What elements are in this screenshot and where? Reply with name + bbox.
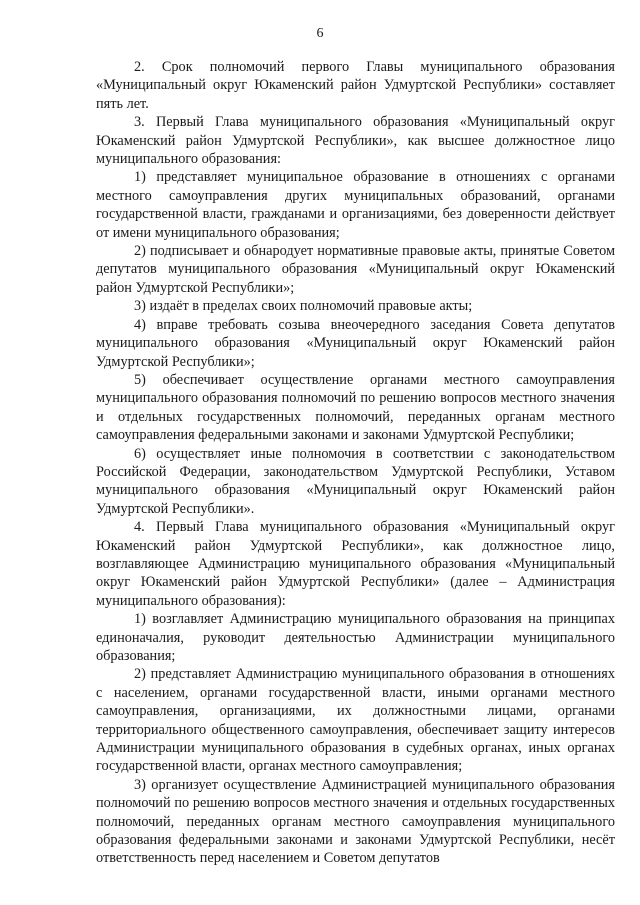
- page-number: 6: [316, 26, 324, 41]
- list-item-signs-legal-acts: 2) подписывает и обнародует нормативные правовые акты, принятые Советом депутатов муниципального образования «Муниципальный округ Юкаменский район Удмуртской Республики»;: [96, 243, 615, 296]
- list-item-ensures-powers: 5) обеспечивает осуществление органами местного самоуправления муниципального образования полномочий по решению вопросов местного значения и отдельных государственных полномочий, переданных органам местного самоуправления федеральными законами и законами Удмуртской Республики;: [96, 371, 615, 444]
- list-item-organizes-powers: 3) организует осуществление Администрацией муниципального образования полномочий по решению вопросов местного значения и отдельных государственных полномочий, переданных органам местного самоуправления муниципального образования федеральными законами и законами Удмуртской Республики, несёт ответственность перед населением и Советом депутатов: [96, 776, 615, 867]
- list-item-issues-legal-acts: 3) издаёт в пределах своих полномочий правовые акты;: [134, 298, 473, 315]
- list-item-extraordinary-session: 4) вправе требовать созыва внеочередного заседания Совета депутатов муниципального образования «Муниципальный округ Юкаменский район Удмуртской Республики»;: [96, 316, 615, 370]
- list-item-represents-municipality: 1) представляет муниципальное образование в отношениях с органами местного самоуправления других муниципальных образований, органами государственной власти, гражданами и организациями, без доверенности действует от имени муниципального образования;: [96, 169, 615, 241]
- list-item-heads-administration: 1) возглавляет Администрацию муниципального образования на принципах единоначалия, руководит деятельностью Администрации муниципального образования;: [96, 611, 615, 664]
- list-item-other-powers: 6) осуществляет иные полномочия в соответствии с законодательством Российской Федерации, законодательством Удмуртской Республики, Уставом муниципального образования «Муниципальный округ Юкаменский район Удмуртской Республики».: [96, 445, 615, 517]
- paragraph-term-of-office: 2. Срок полномочий первого Главы муниципального образования «Муниципальный округ Юкаменский район Удмуртской Республики» составляет пять лет.: [96, 59, 615, 112]
- paragraph-head-as-highest-official: 3. Первый Глава муниципального образования «Муниципальный округ Юкаменский район Удмуртской Республики», как высшее должностное лицо муниципального образования:: [96, 114, 615, 168]
- document-body: [96, 58, 615, 868]
- list-item-represents-administration: 2) представляет Администрацию муниципального образования в отношениях с населением, органами государственной власти, иными органами местного самоуправления, организациями, их должностными лицами, органами территориального общественного самоуправления, обеспечивает защиту интересов Администрации муниципального образования в судебных органах, иных органах государственной власти, органах местного самоуправления;: [96, 666, 615, 775]
- paragraph-head-of-administration: 4. Первый Глава муниципального образования «Муниципальный округ Юкаменский район Удмуртской Республики», как должностное лицо, возглавляющее Администрацию муниципального образования «Муниципальный округ Юкаменский район Удмуртской Республики» (далее – Администрация муниципального образования):: [96, 519, 615, 609]
